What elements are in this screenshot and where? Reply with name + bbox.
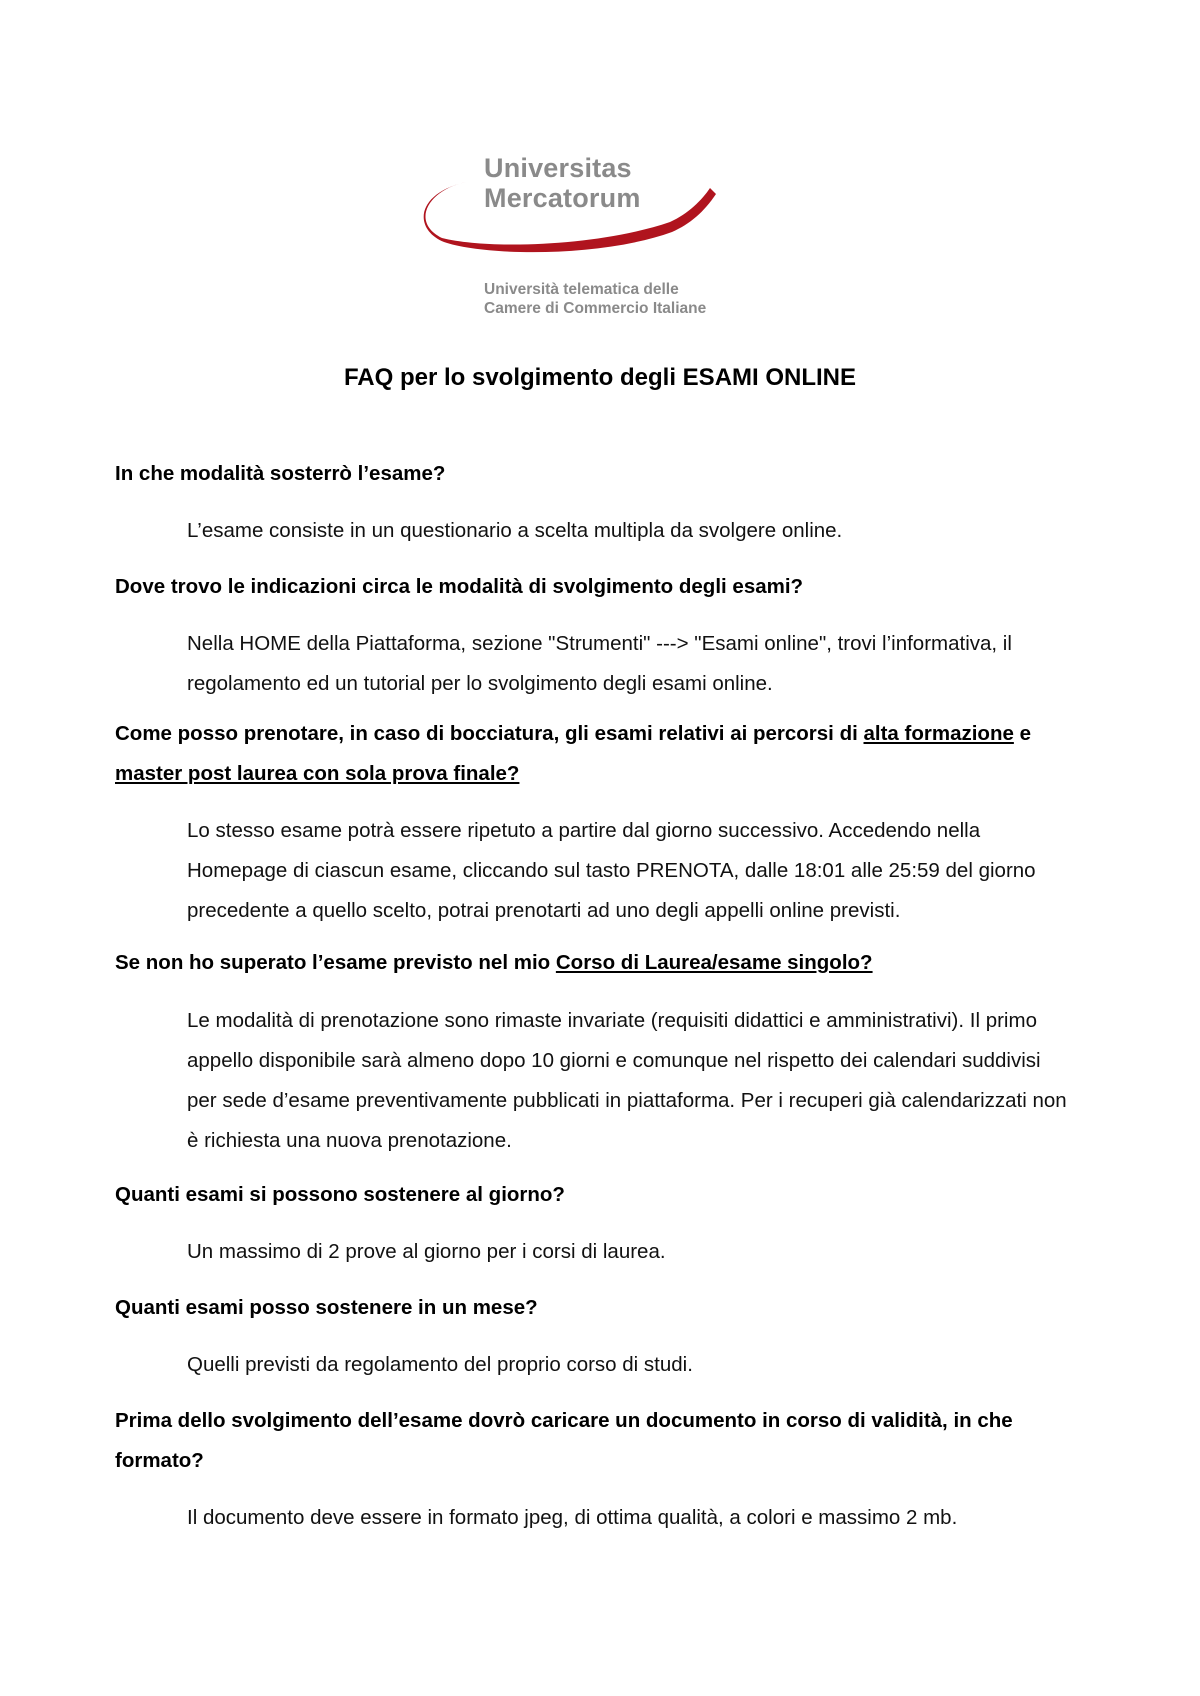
- faq-question-text: Come posso prenotare, in caso di bocciatura, gli esami relativi ai percorsi di: [115, 722, 864, 745]
- faq-answer: Quelli previsti da regolamento del proprio corso di studi.: [187, 1353, 693, 1376]
- page-title: FAQ per lo svolgimento degli ESAMI ONLINE: [343, 364, 857, 391]
- faq-question: [115, 943, 1075, 983]
- faq-question: [115, 714, 1075, 794]
- logo-name-line1: Universitas: [484, 153, 632, 183]
- faq-answer: Un massimo di 2 prove al giorno per i corsi di laurea.: [187, 1240, 666, 1263]
- faq-question: Quanti esami posso sostenere in un mese?: [115, 1296, 538, 1319]
- faq-list: [115, 454, 1075, 1538]
- faq-question-text: e: [1013, 722, 1031, 745]
- master-post-laurea-link[interactable]: master post laurea con sola prova finale?: [115, 762, 520, 785]
- faq-question: Quanti esami si possono sostenere al giorno?: [115, 1183, 565, 1206]
- faq-question-text: Se non ho superato l’esame previsto nel mio: [115, 951, 556, 974]
- faq-question: Dove trovo le indicazioni circa le modalità di svolgimento degli esami?: [115, 575, 804, 598]
- logo-tagline: [484, 280, 706, 318]
- university-logo: [420, 150, 780, 325]
- faq-answer: L’esame consiste in un questionario a scelta multipla da svolgere online.: [187, 519, 843, 542]
- logo-name-line2: Mercatorum: [484, 183, 641, 213]
- logo-tagline-line1: Università telematica delle: [484, 281, 679, 298]
- faq-answer: Lo stesso esame potrà essere ripetuto a partire dal giorno successivo. Accedendo nella Homepage di ciascun esame, cliccando sul tasto PRENOTA, dalle 18:01 alle 25:59 del giorno precedente a quello scelto, potrai prenotarti ad uno degli appelli online previsti.: [187, 819, 1036, 922]
- faq-answer: Il documento deve essere in formato jpeg, di ottima qualità, a colori e massimo 2 mb.: [187, 1506, 958, 1529]
- corso-di-laurea-link[interactable]: Corso di Laurea/esame singolo?: [555, 951, 873, 974]
- faq-question: In che modalità sosterrò l’esame?: [115, 462, 446, 485]
- logo-tagline-line2: Camere di Commercio Italiane: [484, 300, 707, 317]
- faq-answer: Nella HOME della Piattaforma, sezione "Strumenti" ---> "Esami online", trovi l’informativa, il regolamento ed un tutorial per lo svolgimento degli esami online.: [187, 632, 1012, 695]
- faq-answer: Le modalità di prenotazione sono rimaste invariate (requisiti didattici e amministrativi). Il primo appello disponibile sarà almeno dopo 10 giorni e comunque nel rispetto dei calendari suddivisi per sede d’esame preventivamente pubblicati in piattaforma. Per i recuperi già calendarizzati non è richiesta una nuova prenotazione.: [187, 1009, 1067, 1152]
- logo-wordmark: [484, 153, 641, 213]
- faq-question: Prima dello svolgimento dell’esame dovrò caricare un documento in corso di validità, in che formato?: [115, 1409, 1013, 1472]
- alta-formazione-link[interactable]: alta formazione: [863, 722, 1014, 745]
